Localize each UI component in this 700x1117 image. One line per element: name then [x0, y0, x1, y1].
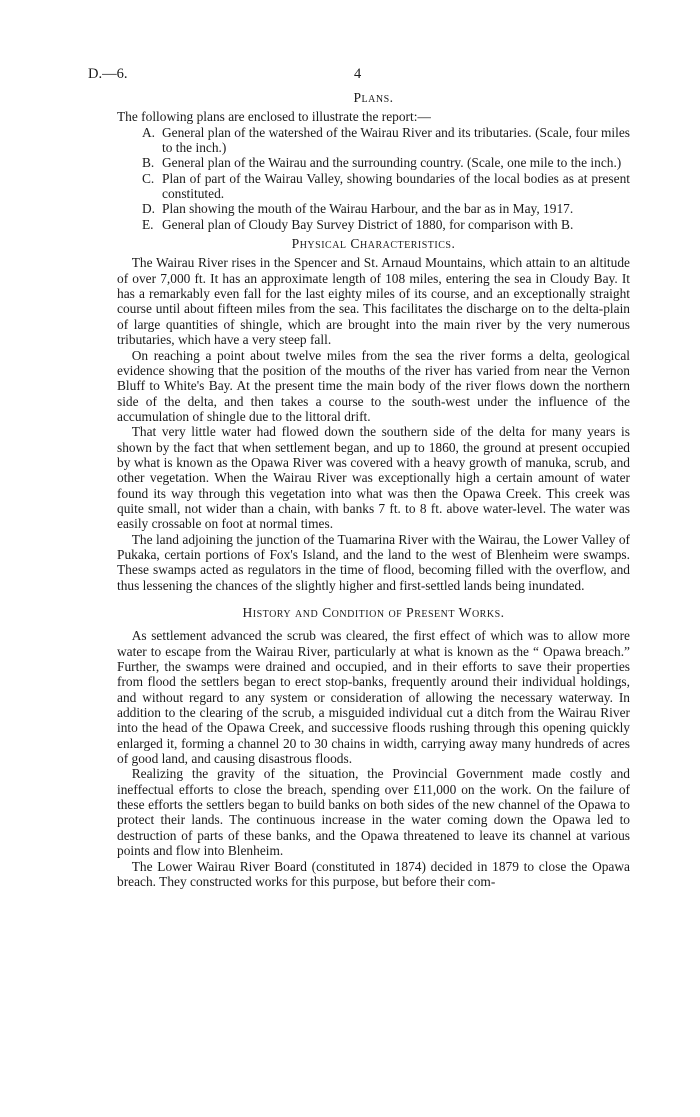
physical-paragraph-4: The land adjoining the junction of the Tuamarina River with the Wairau, the Lower Valley of Pukaka, certain portions of Fox's Island, and the land to the west of Blenheim were swamps. These swamps acted as regulators in the time of flood, becoming filled with the overflow, and thus lessening the chances of the slightly higher and first-settled lands being inundated.: [117, 531, 630, 593]
history-paragraph-1: As settlement advanced the scrub was cleared, the first effect of which was to allow more water to escape from the Wairau River, particularly at what is known as the “ Opawa breach.” Further, the swamps were drained and occupied, and in their efforts to save their properties from flood the settlers began to erect stop-banks, frequently around their individual holdings, and without regard to any system or consideration of allowing the necessary waterway. In addition to the clearing of the scrub, a misguided individual cut a ditch from the Wairau River into the head of the Opawa Creek, and successive floods rushing through this opening quickly enlarged it, forming a channel 20 to 30 chains in width, carrying away many hundreds of acres of good land, and causing disastrous floods.: [117, 628, 630, 767]
plan-description: General plan of Cloudy Bay Survey District of 1880, for comparison with B.: [162, 216, 574, 232]
history-paragraph-2: Realizing the gravity of the situation, the Provincial Government made costly and ineffectual efforts to close the breach, spending over £11,000 on the work. On the failure of these efforts the settlers began to build banks on both sides of the new channel of the Opawa to protect their lands. The continuous increase in the water coming down the Opawa led to destruction of parts of these banks, and the Opawa threatened to leave its channel at various points and flow into Blenheim.: [117, 766, 630, 859]
plan-item-a: [142, 125, 630, 156]
plan-item-b: [142, 155, 630, 170]
page-body: [117, 86, 630, 889]
physical-heading: Physical Characteristics.: [291, 236, 456, 252]
plan-item-c: [142, 171, 630, 202]
plans-heading: Plans.: [353, 90, 394, 105]
physical-paragraph-1: The Wairau River rises in the Spencer and St. Arnaud Mountains, which attain to an altitude of over 7,000 ft. It has an approximate length of 108 miles, entering the sea in Cloudy Bay. It has a remarkably even fall for the last eighty miles of its course, and an exceptionally straight course until about fifteen miles from the sea. This facilitates the discharge on to the delta-plain of large quantities of shingle, which are brought into the main river by the very numerous tributaries, which have a very steep fall.: [117, 255, 630, 348]
page-number: 4: [354, 66, 362, 82]
plan-letter: E.: [142, 216, 154, 232]
plan-letter: B.: [142, 155, 155, 171]
plan-description: General plan of the Wairau and the surrounding country. (Scale, one mile to the inch.): [162, 155, 622, 171]
physical-paragraph-2: On reaching a point about twelve miles from the sea the river forms a delta, geological evidence showing that the position of the mouths of the river has varied from near the Vernon Bluff to White's Bay. At the present time the main body of the river flows down the northern side of the delta, and then takes a course to the south-west under the influence of the accumulation of shingle due to the littoral drift.: [117, 347, 630, 424]
page-header: [88, 66, 628, 86]
plan-letter: C.: [142, 170, 155, 186]
history-heading: History and Condition of Present Works.: [242, 605, 505, 620]
history-paragraph-3: The Lower Wairau River Board (constituted in 1874) decided in 1879 to close the Opawa breach. They constructed works for this purpose, but before their com-: [117, 858, 630, 889]
document-reference: D.—6.: [88, 66, 128, 82]
plan-description: General plan of the watershed of the Wairau River and its tributaries. (Scale, four miles to the inch.): [162, 124, 630, 156]
plan-letter: D.: [142, 201, 156, 217]
physical-paragraph-3: That very little water had flowed down the southern side of the delta for many years is shown by the fact that when settlement began, and up to 1860, the ground at present occupied by what is known as the Opawa River was covered with a heavy growth of manuka, scrub, and other vegetation. When the Wairau River was exceptionally high a certain amount of water found its way through this vegetation into what was then the Opawa Creek. This creek was quite small, not wider than a chain, with banks 7 ft. to 8 ft. above water-level. The water was easily crossable on foot at normal times.: [117, 424, 630, 532]
plan-item-e: [142, 217, 630, 232]
plan-description: Plan showing the mouth of the Wairau Harbour, and the bar as in May, 1917.: [162, 201, 574, 217]
plan-description: Plan of part of the Wairau Valley, showing boundaries of the local bodies as at present constituted.: [162, 170, 630, 202]
plan-letter: A.: [142, 124, 156, 140]
plans-intro: The following plans are enclosed to illustrate the report:—: [117, 109, 431, 125]
plans-list: [117, 125, 630, 232]
plan-item-d: [142, 201, 630, 216]
